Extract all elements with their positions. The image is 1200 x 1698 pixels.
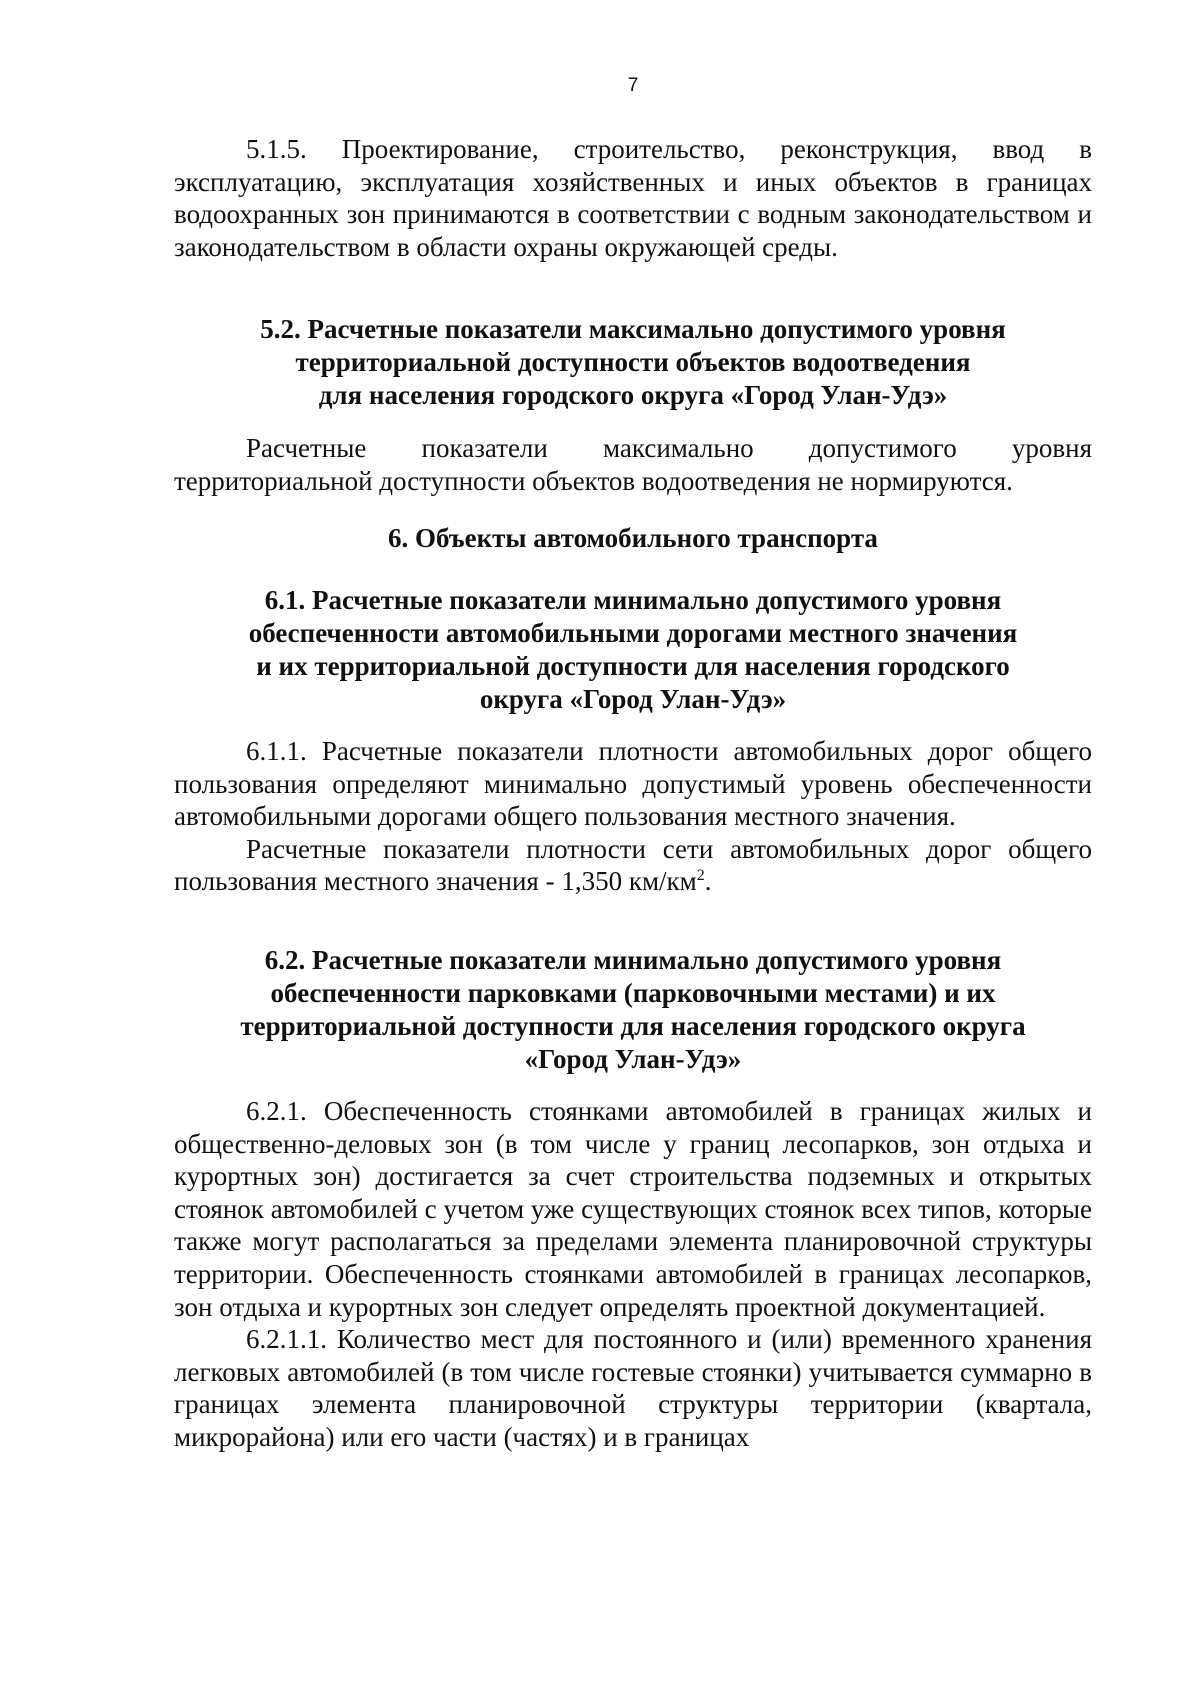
heading-6-1: [174, 584, 1092, 716]
heading-5-2: [174, 313, 1092, 412]
page-number: 7: [627, 75, 639, 96]
heading-6-2-line-4: «Город Улан-Удэ»: [524, 1044, 742, 1074]
section-5-1-5: [174, 133, 1092, 263]
paragraph-6-1-1-density: [174, 833, 1092, 898]
heading-6-2-line-1: 6.2. Расчетные показатели минимально допустимого уровня: [264, 945, 1002, 975]
paragraph-6-2-1-1: 6.2.1.1. Количество мест для постоянного и (или) временного хранения легковых автомобилей (в том числе гостевые стоянки) учитывается суммарно в границах элемента планировочной структуры территории (квартала, микрорайона) или его части (частях) и в границах: [174, 1324, 1092, 1452]
section-5-2-text: [174, 432, 1092, 497]
paragraph-6-1-1: 6.1.1. Расчетные показатели плотности автомобильных дорог общего пользования определяют минимально допустимый уровень обеспеченности автомобильными дорогами общего пользования местного значения.: [174, 736, 1092, 832]
density-end: .: [704, 866, 712, 897]
heading-5-2-line-3: для населения городского округа «Город Улан-Удэ»: [318, 380, 948, 410]
section-6-2-1: [174, 1095, 1092, 1454]
paragraph-5-2: Расчетные показатели максимально допустимого уровня территориальной доступности объектов водоотведения не нормируются.: [174, 433, 1092, 496]
heading-5-2-line-2: территориальной доступности объектов водоотведения: [295, 347, 971, 377]
heading-6-2-line-3: территориальной доступности для населения городского округа: [240, 1011, 1026, 1041]
paragraph-6-2-1: 6.2.1. Обеспеченность стоянками автомобилей в границах жилых и общественно-деловых зон (в том числе у границ лесопарков, зон отдыха и курортных зон) достигается за счет строительства подземных и открытых стоянок автомобилей с учетом уже существующих стоянок всех типов, которые также могут располагаться за пределами элемента планировочной структуры территории. Обеспеченность стоянками автомобилей в границах лесопарков, зон отдыха и курортных зон следует определять проектной документацией.: [174, 1096, 1092, 1322]
heading-6-2: [174, 944, 1092, 1076]
section-6-1-1: [174, 735, 1092, 898]
density-text: Расчетные показатели плотности сети автомобильных дорог общего пользования местного значения - 1,350 км/км: [174, 833, 1092, 897]
heading-6-1-line-3: и их территориальной доступности для населения городского: [256, 651, 1010, 681]
heading-6: [174, 522, 1092, 555]
paragraph-5-1-5: 5.1.5. Проектирование, строительство, реконструкция, ввод в эксплуатацию, эксплуатация хозяйственных и иных объектов в границах водоохранных зон принимаются в соответствии с водным законодательством и законодательством в области охраны окружающей среды.: [174, 134, 1092, 262]
heading-6-1-line-2: обеспеченности автомобильными дорогами местного значения: [248, 618, 1018, 648]
heading-5-2-line-1: 5.2. Расчетные показатели максимально допустимого уровня: [260, 314, 1006, 344]
heading-6-title: 6. Объекты автомобильного транспорта: [388, 523, 878, 553]
heading-6-2-line-2: обеспеченности парковками (парковочными местами) и их: [270, 978, 996, 1008]
heading-6-1-line-4: округа «Город Улан-Удэ»: [479, 684, 787, 714]
heading-6-1-line-1: 6.1. Расчетные показатели минимально допустимого уровня: [264, 585, 1002, 615]
density-superscript: 2: [696, 867, 705, 885]
